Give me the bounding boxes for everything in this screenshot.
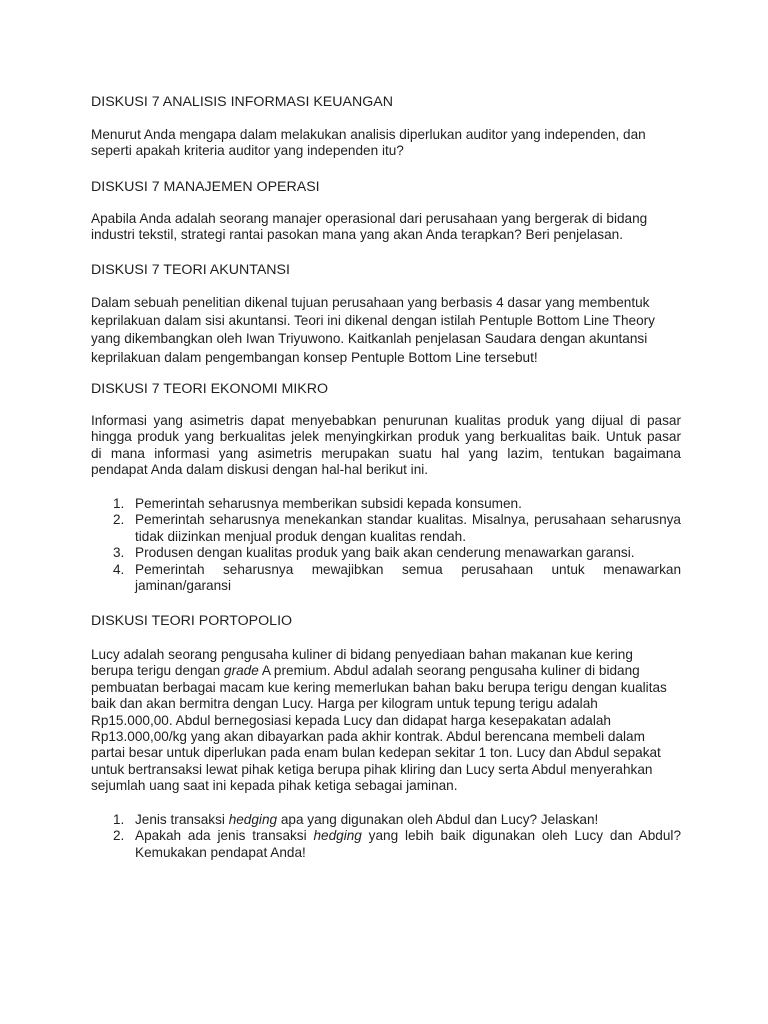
emphasis-hedging: hedging bbox=[313, 828, 362, 844]
text-line: Apabila Anda adalah seorang manajer operasional dari perusahaan yang bergerak di bidang bbox=[91, 211, 648, 226]
list-item-text: Jenis transaksi bbox=[135, 812, 229, 827]
text-line: pendapat Anda dalam diskusi dengan hal-hal berikut ini. bbox=[91, 462, 429, 478]
list-item-text: Pemerintah seharusnya memberikan subsidi kepada konsumen. bbox=[135, 496, 522, 511]
text-line: industri tekstil, strategi rantai pasokan mana yang akan Anda terapkan? Beri penjelasan. bbox=[91, 227, 623, 243]
list-number: 2. bbox=[113, 828, 125, 844]
emphasis-grade: grade bbox=[224, 663, 259, 679]
paragraph-manajemen-operasi bbox=[91, 211, 681, 244]
list-item-text: Pemerintah seharusnya menekankan standar kualitas. Misalnya, perusahaan seharusnya tidak diizinkan menjual produk dengan kualitas rendah. bbox=[135, 512, 681, 544]
list-item-text: yang lebih baik digunakan oleh Lucy dan Abdul? Kemukakan pendapat Anda! bbox=[135, 828, 682, 860]
list-number: 1. bbox=[113, 496, 125, 511]
list-number: 3. bbox=[113, 545, 125, 561]
list-item bbox=[91, 545, 681, 561]
text-line: Lucy adalah seorang pengusaha kuliner di bidang penyediaan bahan makanan kue kering bbox=[91, 647, 633, 662]
text-fragment: A premium. Abdul adalah seorang pengusaha kuliner di bidang bbox=[258, 663, 640, 679]
list-number: 4. bbox=[113, 561, 125, 577]
heading-teori-portopolio: DISKUSI TEORI PORTOPOLIO bbox=[91, 613, 293, 629]
list-item-text: Apakah ada jenis transaksi bbox=[135, 828, 314, 844]
text-line: yang dikembangkan oleh Iwan Triyuwono. Kaitkanlah penjelasan Saudara dengan akuntansi bbox=[91, 331, 648, 347]
text-line: Rp13.000,00/kg yang akan dibayarkan pada akhir kontrak. Abdul berencana membeli dalam bbox=[91, 729, 645, 745]
text-line: seperti apakah kriteria auditor yang independen itu? bbox=[91, 143, 404, 159]
text-line: untuk bertransaksi lewat pihak ketiga berupa pihak kliring dan Lucy serta Abdul menyerahkan bbox=[91, 761, 653, 777]
list-teori-portopolio bbox=[91, 812, 681, 861]
text-line: sejumlah uang saat ini kepada pihak ketiga sebagai jaminan. bbox=[91, 778, 458, 794]
list-item bbox=[91, 562, 681, 595]
paragraph-analisis-informasi-keuangan bbox=[91, 127, 681, 160]
emphasis-hedging: hedging bbox=[228, 812, 278, 827]
list-number: 1. bbox=[113, 812, 125, 827]
text-line: Informasi yang asimetris dapat menyebabkan penurunan kualitas produk yang dijual di pasar bbox=[91, 413, 681, 428]
text-line: Menurut Anda mengapa dalam melakukan analisis diperlukan auditor yang independen, dan bbox=[91, 127, 646, 142]
list-item bbox=[91, 496, 681, 512]
heading-analisis-informasi-keuangan: DISKUSI 7 ANALISIS INFORMASI KEUANGAN bbox=[91, 94, 393, 110]
list-teori-ekonomi-mikro bbox=[91, 496, 681, 594]
list-item bbox=[91, 812, 681, 828]
text-line: Rp15.000,00. Abdul bernegosiasi kepada Lucy dan didapat harga kesepakatan adalah bbox=[91, 712, 611, 728]
paragraph-teori-akuntansi bbox=[91, 294, 681, 367]
paragraph-teori-ekonomi-mikro bbox=[91, 413, 681, 479]
list-item bbox=[91, 828, 681, 861]
list-item-text: Pemerintah seharusnya mewajibkan semua perusahaan untuk menawarkan jaminan/garansi bbox=[135, 561, 681, 594]
list-item-text: apa yang digunakan oleh Abdul dan Lucy? Jelaskan! bbox=[277, 812, 599, 827]
text-line: keprilakuan dalam pengembangan konsep Pentuple Bottom Line tersebut! bbox=[91, 349, 538, 365]
paragraph-teori-portopolio bbox=[91, 647, 681, 795]
text-line: baik dan akan bermitra dengan Lucy. Harga per kilogram untuk tepung terigu adalah bbox=[91, 696, 598, 712]
list-number: 2. bbox=[113, 512, 125, 528]
text-line: di mana informasi yang asimetris merupakan suatu hal yang lazim, tentukan bagaimana bbox=[91, 445, 681, 461]
list-item-text: Produsen dengan kualitas produk yang baik akan cenderung menawarkan garansi. bbox=[135, 545, 635, 561]
text-line: pembuatan berbagai macam kue kering memerlukan bahan baku berupa terigu dengan kualitas bbox=[91, 679, 667, 695]
text-fragment: berupa terigu dengan bbox=[91, 663, 225, 679]
heading-teori-ekonomi-mikro: DISKUSI 7 TEORI EKONOMI MIKRO bbox=[91, 381, 329, 397]
heading-manajemen-operasi: DISKUSI 7 MANAJEMEN OPERASI bbox=[91, 179, 320, 195]
text-line: keprilakuan dalam sisi akuntansi. Teori ini dikenal dengan istilah Pentuple Bottom Line Theory bbox=[91, 313, 655, 329]
text-line: hingga produk yang berkualitas jelek menyingkirkan produk yang berkualitas baik. Untuk pasar bbox=[91, 429, 681, 445]
list-item bbox=[91, 512, 681, 545]
text-line bbox=[91, 663, 681, 679]
text-line: partai besar untuk diperlukan pada enam bulan kedepan sekitar 1 ton. Lucy dan Abdul sepakat bbox=[91, 745, 661, 761]
text-line: Dalam sebuah penelitian dikenal tujuan perusahaan yang berbasis 4 dasar yang membentuk bbox=[91, 295, 650, 310]
heading-teori-akuntansi: DISKUSI 7 TEORI AKUNTANSI bbox=[91, 262, 290, 278]
